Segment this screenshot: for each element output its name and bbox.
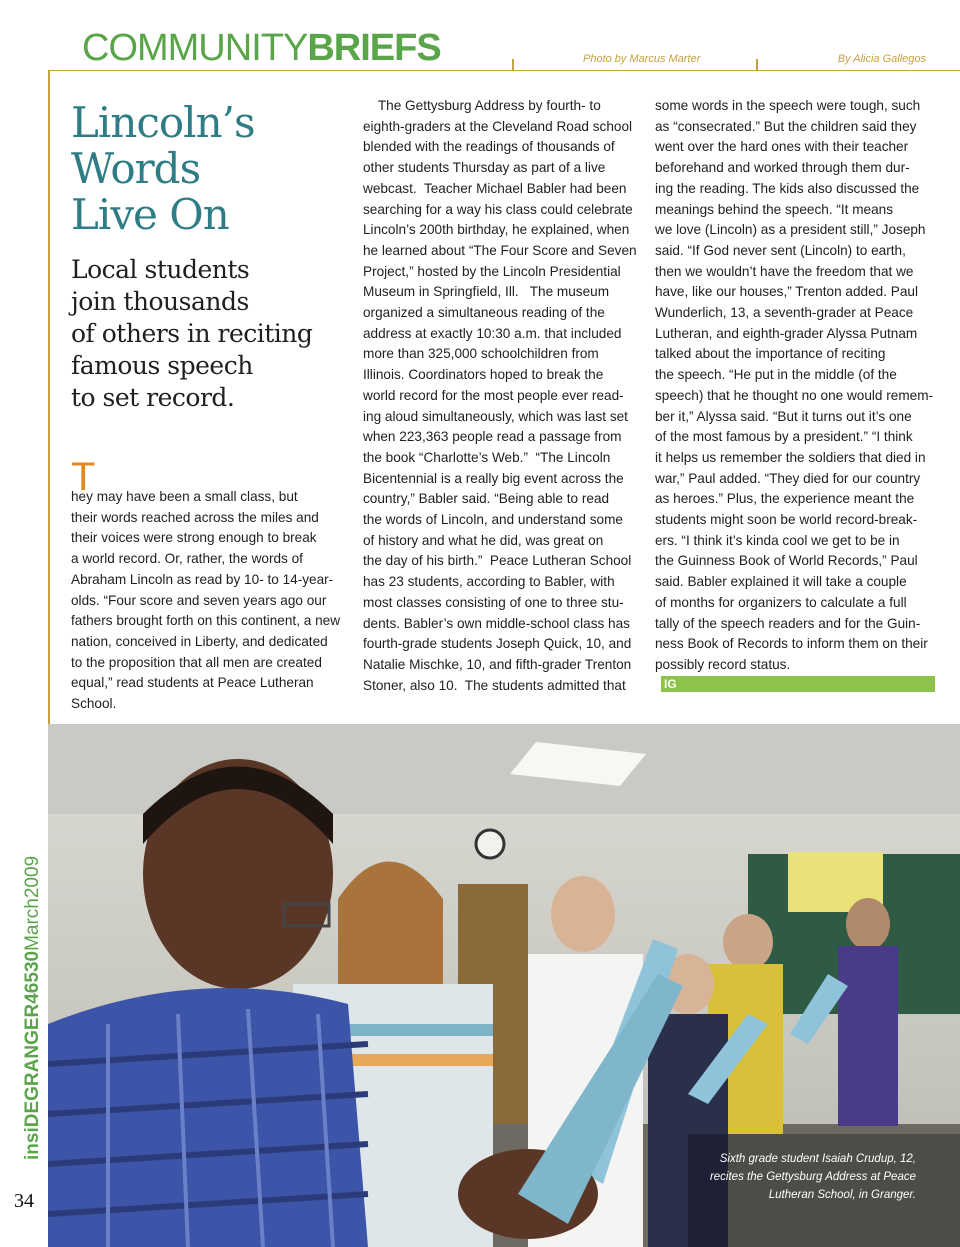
end-mark-badge: IG (661, 676, 935, 692)
body-line-text: possibly record status. (655, 656, 791, 672)
body-line: address at exactly 10:30 a.m. that included (363, 325, 622, 341)
headline-line: Lincoln’s (71, 98, 255, 147)
deck-line: join thousands (71, 287, 249, 316)
body-line: Lutheran, and eighth-grader Alyssa Putnam (655, 325, 918, 341)
body-line: country,” Babler said. “Being able to read (363, 491, 610, 507)
headline-line: Words (71, 144, 201, 193)
article-column-3 (655, 96, 935, 692)
body-line: talked about the importance of reciting (655, 346, 886, 362)
body-line: has 23 students, according to Babler, with (363, 574, 615, 590)
body-line (655, 655, 935, 692)
body-line: world record for the most people ever read- (363, 387, 624, 403)
body-line: of the most famous by a president.” “I think (655, 429, 913, 445)
body-line: fourth-grade students Joseph Quick, 10, and (363, 636, 632, 652)
section-title-bold: BRIEFS (307, 27, 441, 69)
body-line-text: hey may have been a small class, but (71, 489, 298, 504)
body-line: fathers brought forth on this continent, a new (71, 613, 341, 629)
body-line: a world record. Or, rather, the words of (71, 551, 303, 567)
body-line: ing the reading. The kids also discussed the (655, 180, 920, 196)
body-line (71, 455, 343, 508)
body-line: other students Thursday as part of a live (363, 160, 606, 176)
masthead-part-2: GRANGER46530 (22, 950, 43, 1101)
body-line: he learned about “The Four Score and Seven (363, 242, 637, 258)
body-line: war,” Paul added. “They died for our country (655, 470, 921, 486)
body-line: of months for organizers to calculate a full (655, 594, 907, 610)
body-line: Wunderlich, 13, a seventh-grader at Peace (655, 305, 914, 321)
body-line: the day of his birth.” Peace Lutheran School (363, 553, 632, 569)
masthead-part-3: March2009 (22, 855, 43, 951)
deck-line: to set record. (71, 383, 235, 412)
caption-line: recites the Gettysburg Address at Peace (709, 1171, 916, 1183)
body-line: the book “Charlotte’s Web.” “The Lincoln (363, 449, 611, 465)
body-line: olds. “Four score and seven years ago our (71, 592, 327, 608)
body-line: to the proposition that all men are created (71, 654, 322, 670)
photo-credit: Photo by Marcus Marter (583, 53, 701, 65)
page-number: 34 (14, 1190, 34, 1212)
caption-line: Lutheran School, in Granger. (768, 1189, 916, 1201)
header-divider-tick (512, 59, 514, 70)
body-line: The Gettysburg Address by fourth- to (363, 98, 601, 113)
body-line: organized a simultaneous reading of the (363, 305, 605, 321)
body-line: as “consecrated.” But the children said they (655, 118, 917, 134)
body-line: ber it,” Alyssa said. “But it turns out it’s one (655, 408, 912, 424)
drop-cap: T (71, 455, 96, 499)
body-line: Illinois. Coordinators hoped to break the (363, 367, 604, 383)
article-column-1 (71, 455, 343, 715)
body-line: of history and what he did, was great on (363, 532, 604, 548)
body-line: blended with the readings of thousands of (363, 139, 615, 155)
article-column-2 (363, 96, 635, 696)
section-title (82, 26, 441, 70)
body-line: School. (71, 696, 117, 712)
body-line: dents. Babler’s own middle-school class has (363, 615, 630, 631)
body-line: ers. “I think it’s kinda cool we get to be in (655, 532, 900, 548)
body-line: their words reached across the miles and (71, 509, 319, 525)
body-line: nation, conceived in Liberty, and dedicated (71, 633, 328, 649)
byline: By Alicia Gallegos (837, 53, 926, 65)
body-line: beforehand and worked through them dur- (655, 160, 910, 176)
body-line: tally of the speech readers and for the Guin- (655, 615, 921, 631)
body-line: Bicentennial is a really big event across the (363, 470, 624, 486)
body-line: it helps us remember the soldiers that died in (655, 449, 926, 465)
body-line: Lincoln’s 200th birthday, he explained, when (363, 222, 630, 238)
student-head (846, 898, 890, 950)
masthead-part-1: insiDE (22, 1100, 43, 1160)
body-line: students might soon be world record-break- (655, 512, 918, 528)
body-line: the words of Lincoln, and understand some (363, 512, 623, 528)
section-title-light: COMMUNITY (82, 27, 308, 69)
student-head (551, 876, 615, 952)
body-line: ing aloud simultaneously, which was last set (363, 408, 628, 424)
body-line: eighth-graders at the Cleveland Road school (363, 118, 633, 134)
deck-line: of others in reciting (71, 319, 313, 348)
body-line: meanings behind the speech. “It means (655, 201, 894, 217)
student-body (838, 946, 898, 1126)
body-line: as heroes.” Plus, the experience meant the (655, 491, 915, 507)
body-line: equal,” read students at Peace Lutheran (71, 675, 314, 691)
headline-line: Live On (71, 190, 229, 239)
deck-line: Local students (71, 255, 250, 284)
body-line: some words in the speech were tough, such (655, 98, 921, 113)
photo-caption (656, 1150, 916, 1204)
body-line: most classes consisting of one to three stu- (363, 594, 624, 610)
vertical-masthead (22, 856, 44, 1160)
header-divider-tick (756, 59, 758, 70)
body-line: more than 325,000 schoolchildren from (363, 346, 599, 362)
body-line: when 223,363 people read a passage from (363, 429, 622, 445)
body-line: Museum in Springfield, Ill. The museum (363, 284, 610, 300)
body-line: webcast. Teacher Michael Babler had been (363, 180, 627, 196)
body-line: searching for a way his class could celebrate (363, 201, 633, 217)
body-line: speech) that he thought no one would remem- (655, 387, 934, 403)
body-line: Stoner, also 10. The students admitted that (363, 677, 626, 693)
body-line: the Guinness Book of World Records,” Paul (655, 553, 918, 569)
body-line: Project,” hosted by the Lincoln Presidential (363, 263, 621, 279)
article-deck (71, 254, 343, 414)
body-line: ness Book of Records to inform them on their (655, 636, 928, 652)
body-line: their voices were strong enough to break (71, 530, 317, 546)
article-headline (71, 100, 341, 238)
body-line: we love (Lincoln) as a president still,” Joseph (655, 222, 926, 238)
caption-line: Sixth grade student Isaiah Crudup, 12, (719, 1153, 916, 1165)
deck-line: famous speech (71, 351, 253, 380)
body-line: have, like our houses,” Trenton added. Paul (655, 284, 918, 300)
body-line: went over the hard ones with their teacher (655, 139, 909, 155)
wall-clock-icon (476, 830, 504, 858)
body-line: Abraham Lincoln as read by 10- to 14-year- (71, 571, 334, 587)
body-line: the speech. “He put in the middle (of the (655, 367, 897, 383)
student-head (723, 914, 773, 970)
body-line: then we wouldn’t have the freedom that we (655, 263, 914, 279)
section-header (48, 26, 960, 71)
body-line: said. “If God never sent (Lincoln) to earth, (655, 242, 906, 258)
body-line: Natalie Mischke, 10, and fifth-grader Trenton (363, 656, 632, 672)
body-line: said. Babler explained it will take a couple (655, 574, 907, 590)
